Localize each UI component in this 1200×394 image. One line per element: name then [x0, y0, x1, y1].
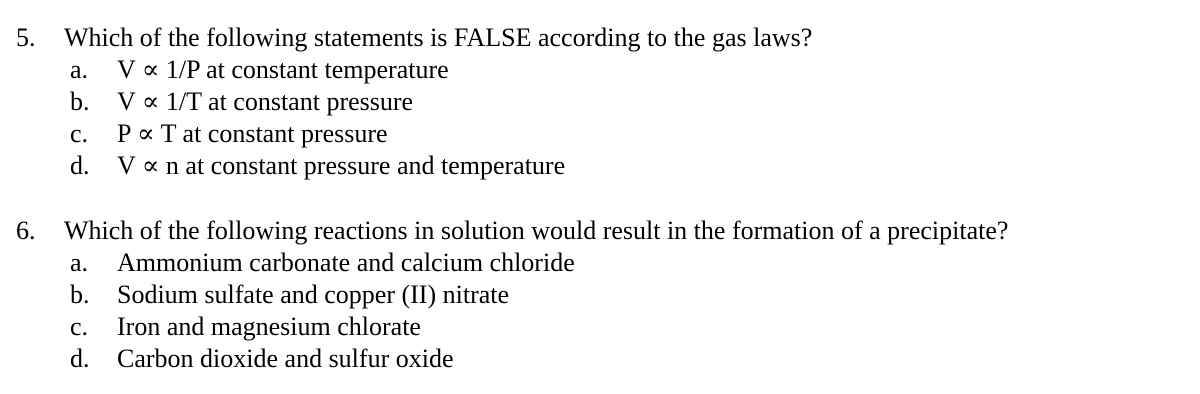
- question-text: Which of the following reactions in solution would result in the formation of a precipitate?: [64, 216, 1009, 245]
- option-letter: b.: [70, 87, 90, 116]
- option-text: V ∝ n at constant pressure and temperature: [117, 151, 566, 180]
- option-d: [16, 150, 1196, 182]
- option-letter: b.: [70, 280, 90, 309]
- option-text: V ∝ 1/P at constant temperature: [117, 55, 449, 84]
- option-text: V ∝ 1/T at constant pressure: [117, 87, 414, 116]
- option-text: P ∝ T at constant pressure: [117, 119, 388, 148]
- option-a: [16, 247, 1196, 279]
- option-c: [16, 311, 1196, 343]
- question-text: Which of the following statements is FALSE according to the gas laws?: [64, 23, 813, 52]
- question-number: 5.: [16, 23, 36, 52]
- option-letter: c.: [70, 312, 89, 341]
- option-a: [16, 54, 1196, 86]
- question-5: [16, 22, 1196, 182]
- question-stem: [16, 22, 1196, 54]
- option-text: Ammonium carbonate and calcium chloride: [117, 248, 575, 277]
- option-text: Sodium sulfate and copper (II) nitrate: [117, 280, 510, 309]
- answer-options: [16, 247, 1196, 375]
- option-b: [16, 279, 1196, 311]
- option-letter: a.: [70, 55, 89, 84]
- option-text: Iron and magnesium chlorate: [117, 312, 421, 341]
- option-letter: d.: [70, 151, 90, 180]
- answer-options: [16, 54, 1196, 182]
- option-letter: c.: [70, 119, 89, 148]
- option-letter: a.: [70, 248, 89, 277]
- option-d: [16, 343, 1196, 375]
- option-letter: d.: [70, 344, 90, 373]
- option-b: [16, 86, 1196, 118]
- option-text: Carbon dioxide and sulfur oxide: [117, 344, 454, 373]
- question-number: 6.: [16, 216, 36, 245]
- question-6: [16, 215, 1196, 375]
- option-c: [16, 118, 1196, 150]
- question-stem: [16, 215, 1196, 247]
